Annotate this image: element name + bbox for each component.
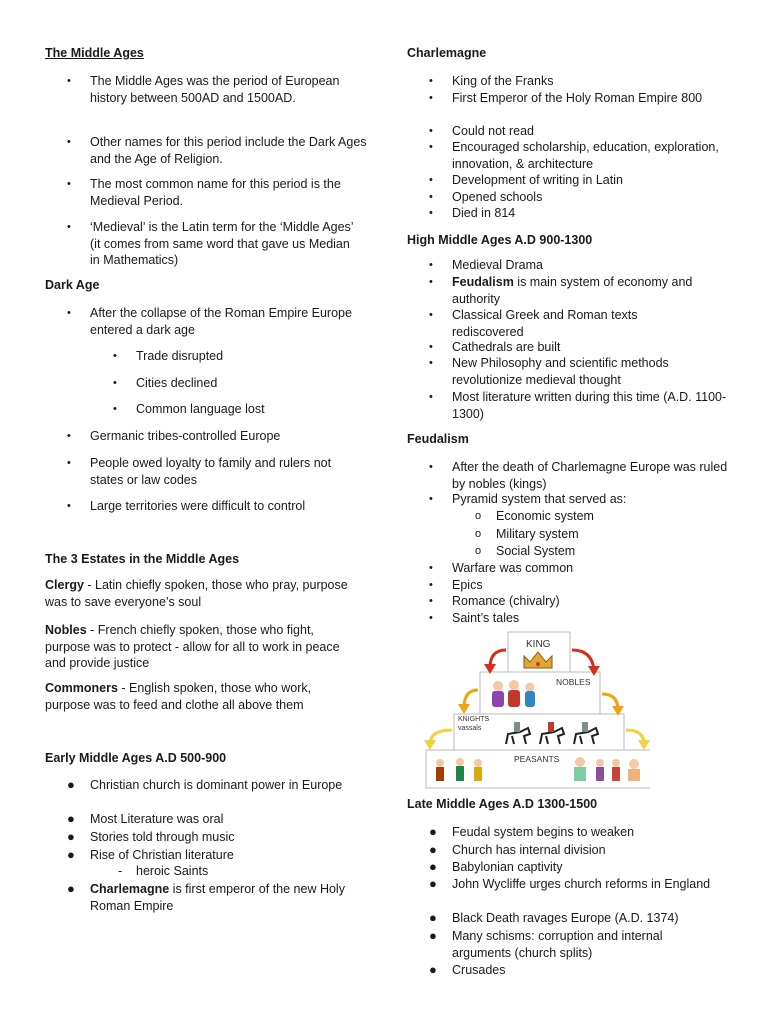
bullet-icon: • — [67, 136, 71, 148]
list-item — [90, 881, 350, 914]
orange-arrow-left-icon — [458, 690, 478, 714]
heading-middle-ages: The Middle Ages — [45, 46, 144, 60]
list-item: Saint’s tales — [452, 611, 520, 625]
list-item: Classical Greek and Roman texts rediscovered — [452, 308, 638, 339]
sub-list-item: Trade disrupted — [136, 349, 224, 363]
bullet-icon: • — [67, 500, 71, 512]
king-label: KING — [526, 639, 551, 650]
list-item: Cathedrals are built — [452, 340, 561, 354]
list-item: ‘Medieval’ is the Latin term for the ‘Middle Ages’ (it comes from same word that gave us Median in Mathematics) — [90, 220, 354, 267]
bullet-icon: • — [429, 357, 433, 369]
feudal-pyramid-diagram — [420, 630, 650, 790]
estate-nobles — [45, 622, 355, 672]
charlemagne-term: Charlemagne — [90, 882, 170, 896]
bullet-icon: • — [113, 377, 117, 389]
estate-term: Nobles — [45, 623, 87, 637]
feudalism-text: is main system of economy and authority — [452, 275, 693, 306]
heading-late-middle-ages: Late Middle Ages A.D 1300-1500 — [407, 797, 598, 811]
list-item: Many schisms: corruption and internal arguments (church splits) — [452, 929, 663, 960]
bullet-icon: ● — [429, 928, 437, 943]
list-item: Rise of Christian literature — [90, 848, 234, 862]
list-item: Babylonian captivity — [452, 860, 563, 874]
list-item: Romance (chivalry) — [452, 594, 560, 608]
heading-estates: The 3 Estates in the Middle Ages — [45, 552, 240, 566]
nobles-label: NOBLES — [556, 677, 591, 687]
bullet-icon: ● — [429, 824, 437, 839]
sub-list-item: Cities declined — [136, 376, 218, 390]
list-item: Pyramid system that served as: — [452, 492, 627, 506]
bullet-icon: • — [429, 493, 433, 505]
list-item: Most literature written during this time (A.D. 1100-1300) — [452, 390, 727, 421]
list-item: The Middle Ages was the period of European history between 500AD and 1500AD. — [90, 74, 340, 105]
heading-feudalism: Feudalism — [407, 432, 469, 446]
bullet-icon: • — [67, 430, 71, 442]
bullet-icon: • — [67, 178, 71, 190]
list-item: Warfare was common — [452, 561, 574, 575]
estate-term: Commoners — [45, 681, 118, 695]
bullet-icon: • — [429, 391, 433, 403]
dash-icon: - — [118, 864, 123, 878]
estate-term: Clergy — [45, 578, 84, 592]
estate-text: - Latin chiefly spoken, those who pray, purpose was to save everyone’s soul — [45, 578, 348, 609]
bullet-icon: • — [429, 92, 433, 104]
list-item: The most common name for this period is the Medieval Period. — [90, 177, 341, 208]
bullet-icon: • — [429, 141, 433, 153]
bullet-icon: • — [67, 75, 71, 87]
heading-high-middle-ages: High Middle Ages A.D 900-1300 — [407, 233, 593, 247]
sub-list-item: heroic Saints — [136, 864, 209, 878]
bullet-icon: • — [429, 259, 433, 271]
bullet-icon: ● — [67, 881, 75, 896]
list-item: Died in 814 — [452, 206, 516, 220]
sub-list-item: Common language lost — [136, 402, 265, 416]
heading-dark-age: Dark Age — [45, 278, 100, 292]
sub-list-item: Social System — [496, 544, 576, 558]
bullet-icon: • — [113, 403, 117, 415]
list-item — [452, 274, 742, 307]
list-item: New Philosophy and scientific methods revolutionize medieval thought — [452, 356, 669, 387]
estate-clergy — [45, 577, 355, 610]
list-item: Black Death ravages Europe (A.D. 1374) — [452, 911, 679, 925]
bullet-icon: ● — [67, 847, 75, 862]
bullet-icon: ● — [67, 829, 75, 844]
list-item: First Emperor of the Holy Roman Empire 800 — [452, 91, 703, 105]
list-item: Medieval Drama — [452, 258, 544, 272]
list-item: Encouraged scholarship, education, exploration, innovation, & architecture — [452, 140, 719, 171]
list-item: Development of writing in Latin — [452, 173, 623, 187]
list-item: Feudal system begins to weaken — [452, 825, 635, 839]
bullet-icon: • — [429, 276, 433, 288]
bullet-icon: • — [429, 207, 433, 219]
bullet-icon: • — [67, 307, 71, 319]
list-item: Church has internal division — [452, 843, 606, 857]
list-item: John Wycliffe urges church reforms in England — [452, 877, 711, 891]
bullet-icon: • — [67, 457, 71, 469]
sub-list-item: Military system — [496, 527, 579, 541]
orange-arrow-right-icon — [602, 694, 624, 716]
bullet-icon: ● — [429, 962, 437, 977]
circle-bullet-icon: o — [475, 545, 482, 557]
charlemagne-text: is first emperor of the new Holy Roman Empire — [90, 882, 345, 913]
sub-list-item: Economic system — [496, 509, 594, 523]
list-item: After the death of Charlemagne Europe was ruled by nobles (kings) — [452, 460, 728, 491]
bullet-icon: • — [429, 579, 433, 591]
bullet-icon: ● — [429, 910, 437, 925]
estate-commoners — [45, 680, 355, 713]
estate-text: - English spoken, those who work, purpose was to feed and clothe all above them — [45, 681, 312, 712]
heading-charlemagne: Charlemagne — [407, 46, 487, 60]
bullet-icon: • — [429, 562, 433, 574]
vassals-label: vassals — [458, 725, 482, 732]
bullet-icon: • — [429, 595, 433, 607]
circle-bullet-icon: o — [475, 528, 482, 540]
peasants-label: PEASANTS — [514, 754, 560, 764]
bullet-icon: ● — [67, 777, 75, 792]
bullet-icon: • — [429, 461, 433, 473]
estate-text: - French chiefly spoken, those who fight, purpose was to protect - allow for all to work in peace and provide justice — [45, 623, 340, 670]
bullet-icon: • — [113, 350, 117, 362]
list-item: After the collapse of the Roman Empire Europe entered a dark age — [90, 306, 352, 337]
list-item: People owed loyalty to family and rulers not states or law codes — [90, 456, 332, 487]
list-item: Crusades — [452, 963, 506, 977]
bullet-icon: ● — [429, 859, 437, 874]
yellow-arrow-right-icon — [626, 730, 650, 750]
bullet-icon: • — [429, 309, 433, 321]
heading-early-middle-ages: Early Middle Ages A.D 500-900 — [45, 751, 227, 765]
list-item: Christian church is dominant power in Europe — [90, 778, 343, 792]
bullet-icon: • — [429, 191, 433, 203]
bullet-icon: • — [429, 612, 433, 624]
list-item: King of the Franks — [452, 74, 554, 88]
list-item: Could not read — [452, 124, 535, 138]
red-arrow-left-icon — [484, 650, 506, 674]
knights-label: KNIGHTS — [458, 716, 490, 723]
bullet-icon: • — [429, 125, 433, 137]
feudalism-term: Feudalism — [452, 275, 514, 289]
bullet-icon: • — [429, 341, 433, 353]
list-item: Epics — [452, 578, 483, 592]
list-item: Other names for this period include the Dark Ages and the Age of Religion. — [90, 135, 367, 166]
bullet-icon: ● — [429, 876, 437, 891]
nobles-figures-icon — [492, 680, 535, 707]
bullet-icon: • — [67, 221, 71, 233]
list-item: Germanic tribes-controlled Europe — [90, 429, 281, 443]
circle-bullet-icon: o — [475, 510, 482, 522]
bullet-icon: • — [429, 75, 433, 87]
list-item: Most Literature was oral — [90, 812, 224, 826]
list-item: Large territories were difficult to control — [90, 499, 306, 513]
bullet-icon: ● — [429, 842, 437, 857]
list-item: Stories told through music — [90, 830, 235, 844]
list-item: Opened schools — [452, 190, 543, 204]
bullet-icon: • — [429, 174, 433, 186]
yellow-arrow-left-icon — [424, 730, 452, 750]
bullet-icon: ● — [67, 811, 75, 826]
